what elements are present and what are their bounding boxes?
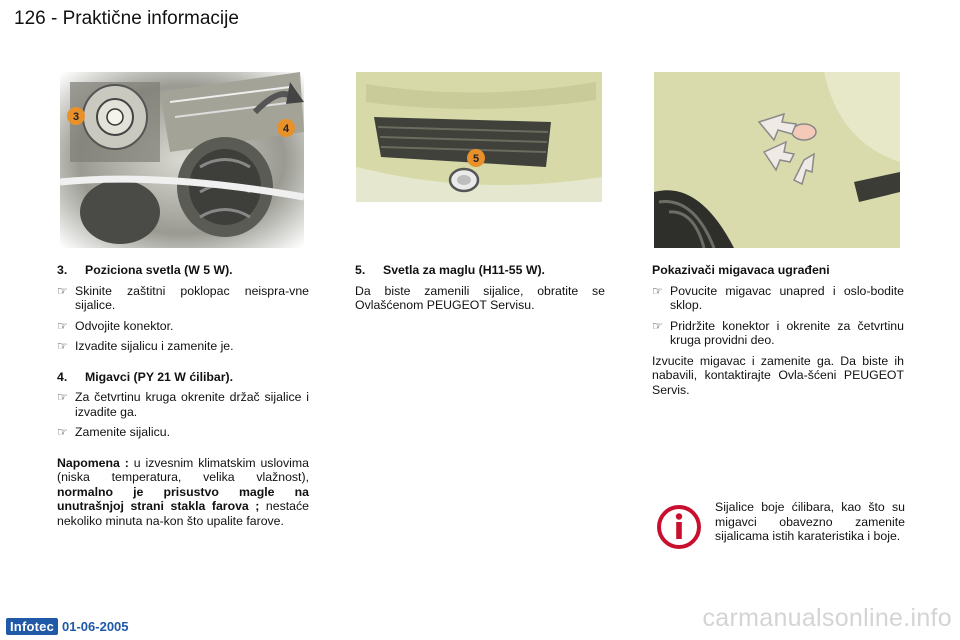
pointing-hand-icon: ☞	[57, 425, 68, 439]
pointing-hand-icon: ☞	[57, 283, 68, 298]
column-left	[57, 263, 309, 534]
paragraph: Da biste zamenili sijalice, obratite se Ovlašćenom PEUGEOT Servisu.	[355, 283, 605, 312]
list-item: ☞ Izvadite sijalicu i zamenite je.	[57, 339, 234, 353]
watermark: carmanualsonline.info	[702, 604, 952, 632]
callout-3: 3	[72, 111, 80, 123]
footer	[6, 617, 129, 635]
section-heading-3	[57, 263, 309, 278]
list-item: ☞ Povucite migavac unapred i oslo-bodite sklop.	[652, 283, 904, 312]
list-item: ☞ Skinite zaštitni poklopac neispra-vne sijalice.	[57, 283, 309, 312]
section-title: Poziciona svetla (W 5 W).	[85, 263, 233, 277]
callout-4: 4	[282, 123, 290, 135]
info-note: Sijalice boje ćilibara, kao što su migavci obavezno zamenite sijalicama istih karateristika i boje.	[715, 500, 905, 543]
pointing-hand-icon: ☞	[652, 283, 663, 298]
section-number: 3.	[57, 263, 68, 277]
pointing-hand-icon: ☞	[57, 318, 68, 333]
print-date: 01-06-2005	[62, 618, 129, 634]
infotec-logo: Infotec	[6, 618, 58, 635]
column-right	[652, 263, 904, 403]
section-number: 4.	[57, 369, 68, 384]
pointing-hand-icon: ☞	[57, 390, 68, 404]
section-title: Migavci (PY 21 W ćilibar).	[85, 369, 234, 384]
section-heading-indicators: Pokazivači migavaca ugrađeni	[652, 263, 830, 277]
headlamp-illustration	[60, 72, 304, 248]
page-title: 126 - Praktične informacije	[14, 8, 239, 29]
fog-lamp-illustration	[356, 72, 602, 202]
list-item: ☞ Odvojite konektor.	[57, 318, 174, 333]
section-title: Svetla za maglu (H11-55 W).	[383, 263, 545, 277]
side-indicator-illustration	[654, 72, 900, 248]
pointing-hand-icon: ☞	[57, 339, 68, 353]
pointing-hand-icon: ☞	[652, 318, 663, 333]
paragraph: Izvucite migavac i zamenite ga. Da biste ih nabavili, kontaktirajte Ovla-šćeni PEUGEOT Servis.	[652, 353, 904, 397]
section-heading-4	[57, 370, 309, 385]
note-paragraph: Napomena : u izvesnim klimatskim uslovima (niska temperatura, velika vlažnost), normalno je prisustvo magle na unutrašnjoj strani stakla farova ; nestaće nekoliko minuta na-kon što upalite farove.	[57, 455, 309, 528]
column-middle	[355, 263, 605, 319]
section-number: 5.	[355, 263, 366, 277]
info-circle-icon	[656, 504, 702, 550]
section-heading-5	[355, 263, 605, 278]
list-item: ☞ Zamenite sijalicu.	[57, 425, 170, 439]
list-item: ☞ Za četvrtinu kruga okrenite držač sijalice i izvadite ga.	[57, 390, 309, 419]
note-label: Napomena :	[57, 455, 129, 470]
callout-5: 5	[472, 153, 480, 165]
list-item: ☞ Pridržite konektor i okrenite za četvrtinu kruga providni deo.	[652, 318, 904, 347]
